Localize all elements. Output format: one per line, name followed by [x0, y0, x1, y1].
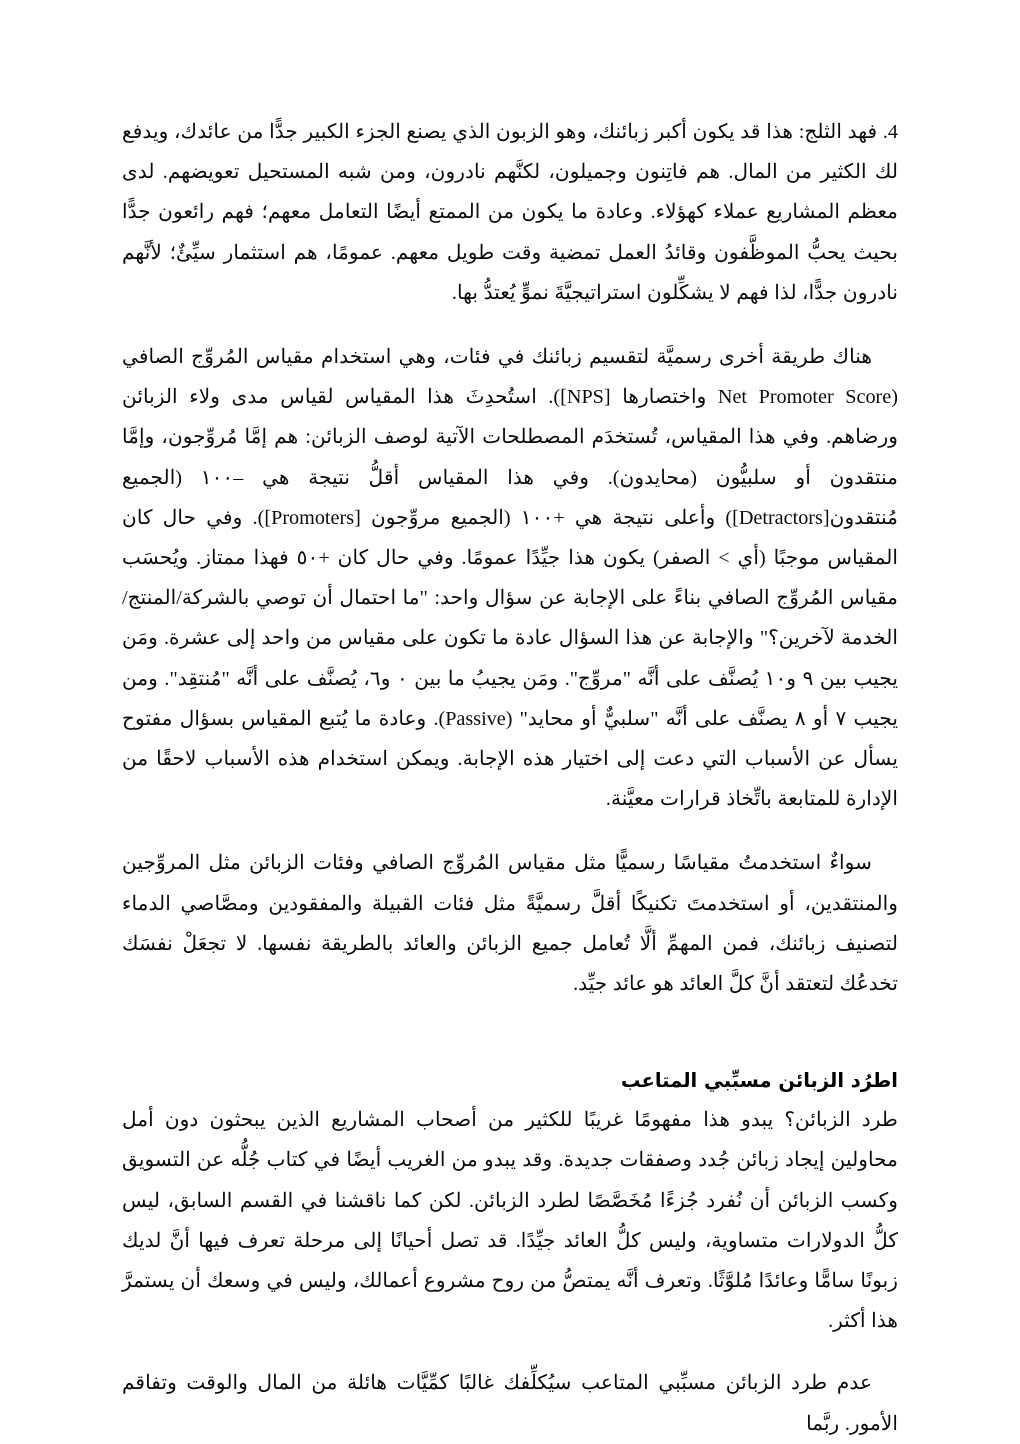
paragraph-list-item-4: 4. فهد الثلج: هذا قد يكون أكبر زبائنك، وهو الزبون الذي يصنع الجزء الكبير جدًّا من عائدك، ويدفع لك الكثير من المال. هم فاتِنون وجميلون، لكنَّهم نادرون، ومن شبه المستحيل تعويضهم. لدى معظم المشاريع عملاء كهؤلاء. وعادة ما يكون من الممتع أيضًا التعامل معهم؛ فهم رائعون جدًّا بحيث يحبُّ الموظَّفون وقائدُ العمل تمضية وقت طويل معهم. عمومًا، هم استثمار سيِّئٌ؛ لأنَّهم نادرون جدًّا، لذا فهم لا يشكِّلون استراتيجيَّةَ نموٍّ يُعتدُّ بها. [122, 121, 898, 304]
section-heading-fire-troublesome-customers: اطرُد الزبائن مسبِّبي المتاعب [620, 1069, 898, 1093]
page-content [122, 112, 898, 1444]
heading-spacer-above [122, 1004, 898, 1064]
paragraph-cost-of-not-firing: عدم طرد الزبائن مسبِّبي المتاعب سيُكلِّفك غالبًا كمِّيَّات هائلة من المال والوقت وتفاقم الأمور. ربَّما [122, 1372, 898, 1435]
paragraph-formal-vs-tactical: سواءٌ استخدمتُ مقياسًا رسميًّا مثل مقياس المُروِّج الصافي وفئات الزبائن مثل المروِّجين والمنتقدين، أو استخدمتَ تكنيكًا أقلَّ رسميَّةً مثل فئات القبيلة والمفقودين ومصَّاصي الدماء لتصنيف زبائنك، فمن المهمِّ ألَّا تُعامل جميع الزبائن والعائد بالطريقة نفسها. لا تجعَلْ نفسَك تخدعُك لتعتقد أنَّ كلَّ العائد هو عائد جيِّد. [122, 852, 898, 996]
paragraph-fire-customers: طرد الزبائن؟ يبدو هذا مفهومًا غريبًا للكثير من أصحاب المشاريع الذين يبحثون دون أمل محاولين إيجاد زبائن جُدد وصفقات جديدة. وقد يبدو من الغريب أيضًا في كتاب جُلُّه عن التسويق وكسب الزبائن أن نُفرد جُزءًا مُخَصَّصًا لطرد الزبائن. لكن كما ناقشنا في القسم السابق، ليس كلُّ الدولارات متساوية، وليس كلُّ العائد جيِّدًا. قد تصل أحيانًا إلى مرحلة تعرف فيها أنَّ لديك زبونًا سامًّا وعائدًا مُلوَّثًا. وتعرف أنَّه يمتصُّ من روح مشروع أعمالك، وليس في وسعك أن يستمرَّ هذا أكثر. [122, 1109, 898, 1333]
paragraph-net-promoter-score: هناك طريقة أخرى رسميَّة لتقسيم زبائنك في فئات، وهي استخدام مقياس المُروِّج الصافي (Net Promoter Score واختصارها [NPS]). استُحدِثَ هذا المقياس لقياس مدى ولاء الزبائن ورضاهم. وفي هذا المقياس، تُستخدَم المصطلحات الآتية لوصف الزبائن: هم إمَّا مُروِّجون، وإمَّا منتقدون أو سلبيُّون (محايدون). وفي هذا المقياس أقلُّ نتيجة هي –١٠٠ (الجميع مُنتقدون[Detractors]) وأعلى نتيجة هي +١٠٠ (الجميع مروِّجون [Promoters]). وفي حال كان المقياس موجبًا (أي > الصفر) يكون هذا جيِّدًا عمومًا. وفي حال كان +٥٠ فهذا ممتاز. ويُحسَب مقياس المُروِّج الصافي بناءً على الإجابة عن سؤال واحد: "ما احتمال أن توصي بالشركة/المنتج/الخدمة لآخرين؟" والإجابة عن هذا السؤال عادة ما تكون على مقياس من واحد إلى عشرة. ومَن يجيب بين ٩ و١٠ يُصنَّف على أنَّه "مروِّج". ومَن يجيبُ ما بين ٠ و٦، يُصنَّف على أنَّه "مُنتقِد". ومن يجيب ٧ أو ٨ يصنَّف على أنَّه "سلبيٌّ أو محايد" (Passive). وعادة ما يُتبع المقياس بسؤال مفتوح يسأل عن الأسباب التي دعت إلى اختيار هذه الإجابة. ويمكن استخدام هذه الأسباب لاحقًا من الإدارة للمتابعة باتِّخاذ قرارات معيَّنة. [122, 346, 899, 811]
